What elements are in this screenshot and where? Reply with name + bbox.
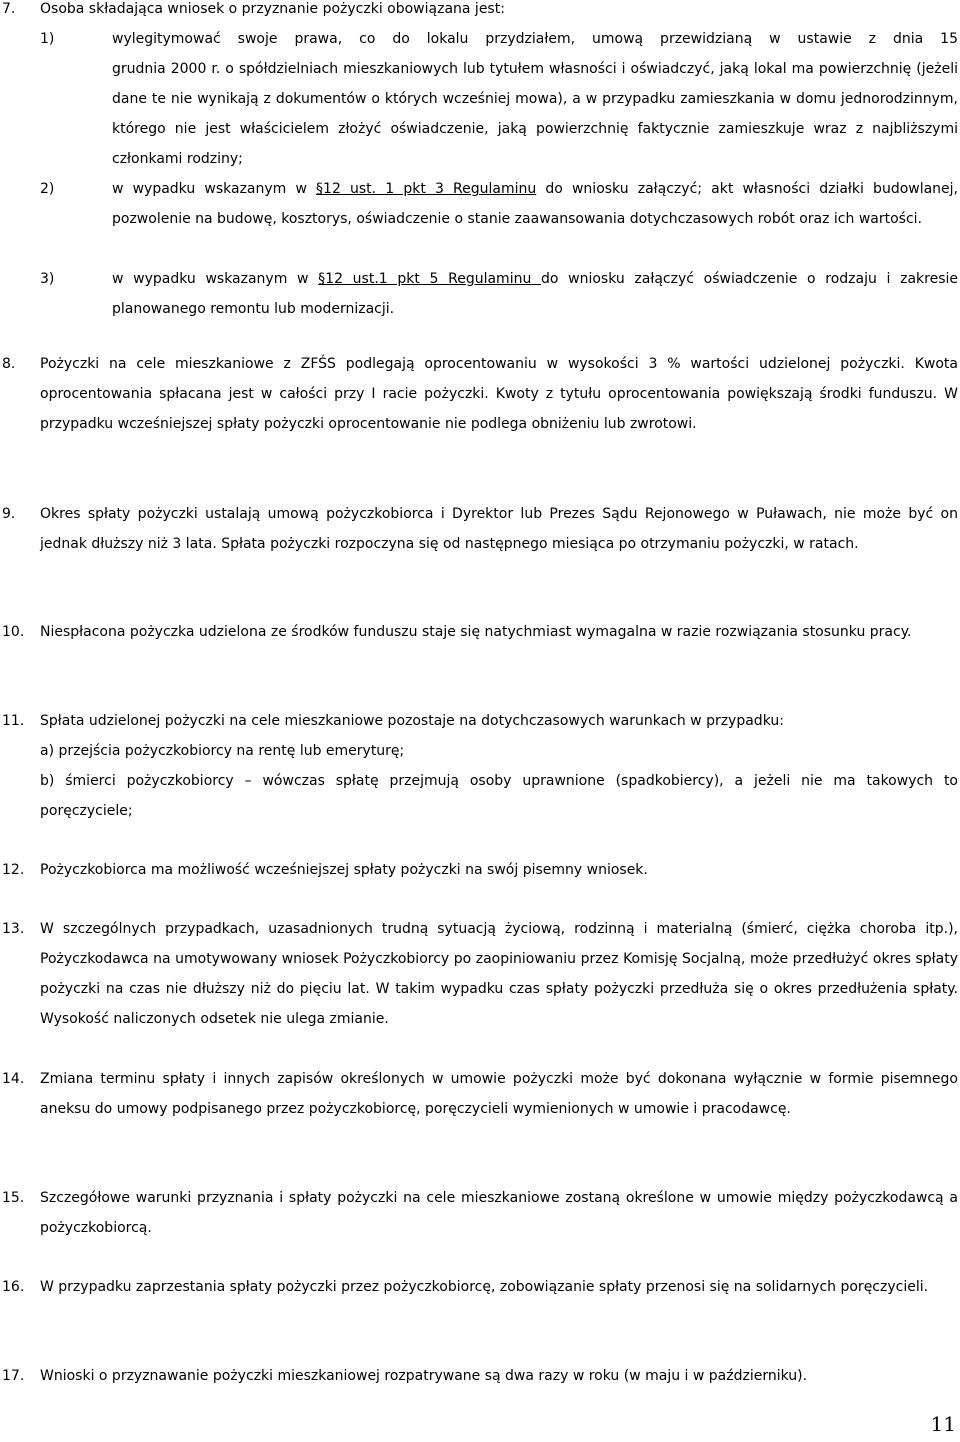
subitem-text-post: do wniosku załączyć oświadczenie o rodzaju i zakresie planowanego remontu lub modernizacji. — [112, 271, 959, 317]
subitem-text — [112, 174, 958, 234]
item-text: Osoba składająca wniosek o przyznanie pożyczki obowiązana jest: — [40, 1, 505, 17]
item-text: Pożyczki na cele mieszkaniowe z ZFŚS podlegają oprocentowaniu w wysokości 3 % wartości udzielonej pożyczki. Kwota oprocentowania spłacana jest w całości przy I racie pożyczki. Kwoty z tytułu oprocentowania powiększają środki funduszu. W przypadku wcześniejszej spłaty pożyczki oprocentowanie nie podlega obniżeniu lub zwrotowi. — [40, 356, 958, 432]
item-number: 15. — [2, 1190, 25, 1206]
item-text: Niespłacona pożyczka udzielona ze środków funduszu staje się natychmiast wymagalna w razie rozwiązania stosunku pracy. — [40, 624, 912, 640]
item-number: 17. — [2, 1368, 25, 1384]
item-number: 16. — [2, 1279, 25, 1295]
item-text: Spłata udzielonej pożyczki na cele mieszkaniowe pozostaje na dotychczasowych warunkach w przypadku: — [40, 713, 784, 729]
page-number: 11 — [930, 1412, 956, 1436]
item-number: 14. — [2, 1071, 25, 1087]
regulation-link[interactable]: §12 ust.1 pkt 5 Regulaminu — [318, 271, 542, 287]
item-line-b: b) śmierci pożyczkobiorcy – wówczas spłatę przejmują osoby uprawnione (spadkobiercy), a jeżeli nie ma takowych to poręczyciele; — [40, 773, 958, 819]
item-text: Okres spłaty pożyczki ustalają umową pożyczkobiorca i Dyrektor lub Prezes Sądu Rejonowego w Puławach, nie może być on jednak dłuższy niż 3 lata. Spłata pożyczki rozpoczyna się od następnego miesiąca po otrzymaniu pożyczki, w ratach. — [40, 506, 958, 552]
subitem-text-rest: grudnia 2000 r. o spółdzielniach mieszkaniowych lub tytułem własności i oświadczyć, jaką lokal ma powierzchnię (jeżeli dane te nie wynikają z dokumentów o których wcześniej mowa), a w przypadku zamieszkania w domu jednorodzinnym, którego nie jest właścicielem złożyć oświadczenie, jaką powierzchnię faktycznie zamieszkuje wraz z najbliższymi członkami rodziny; — [112, 61, 958, 167]
subitem-number: 2) — [40, 181, 55, 197]
item-number: 12. — [2, 862, 25, 878]
item-number: 7. — [2, 1, 16, 17]
subitem-text — [112, 264, 958, 324]
item-text: Szczegółowe warunki przyznania i spłaty pożyczki na cele mieszkaniowe zostaną określone w umowie między pożyczkodawcą a pożyczkobiorcą. — [40, 1190, 958, 1236]
subitem-text-lead: wylegitymować swoje prawa, co do lokalu przydziałem, umową przewidzianą w ustawie z dnia 15 — [112, 31, 958, 47]
item-number: 10. — [2, 624, 25, 640]
item-text: W szczególnych przypadkach, uzasadnionych trudną sytuacją życiową, rodzinną i materialną (śmierć, ciężka choroba itp.), Pożyczkodawca na umotywowany wniosek Pożyczkobiorcy po zaopiniowaniu przez Komisję Socjalną, może przedłużyć okres spłaty pożyczki na czas nie dłuższy niż do pięciu lat. W takim wypadku czas spłaty pożyczki przedłuża się o okres przedłużenia spłaty. Wysokość naliczonych odsetek nie ulega zmianie. — [40, 921, 958, 1027]
subitem-text-pre: w wypadku wskazanym w — [112, 181, 317, 197]
item-text: Pożyczkobiorca ma możliwość wcześniejszej spłaty pożyczki na swój pisemny wniosek. — [40, 862, 648, 878]
item-number: 11. — [2, 713, 25, 729]
subitem-number: 1) — [40, 31, 55, 47]
item-text: W przypadku zaprzestania spłaty pożyczki przez pożyczkobiorcę, zobowiązanie spłaty przenosi się na solidarnych poręczycieli. — [40, 1279, 929, 1295]
item-line-a: a) przejścia pożyczkobiorcy na rentę lub emeryturę; — [40, 743, 405, 759]
item-number: 8. — [2, 356, 16, 372]
item-number: 13. — [2, 921, 25, 937]
subitem-text-post: do wniosku załączyć; akt własności działki budowlanej, pozwolenie na budowę, kosztorys, oświadczenie o stanie zaawansowania dotychczasowych robót oraz ich wartości. — [112, 181, 959, 227]
subitem-number: 3) — [40, 271, 55, 287]
item-number: 9. — [2, 506, 16, 522]
subitem-text-pre: w wypadku wskazanym w — [112, 271, 319, 287]
item-text: Wnioski o przyznawanie pożyczki mieszkaniowej rozpatrywane są dwa razy w roku (w maju i w październiku). — [40, 1368, 808, 1384]
regulation-link[interactable]: §12 ust. 1 pkt 3 Regulaminu — [316, 181, 537, 197]
item-text: Zmiana terminu spłaty i innych zapisów określonych w umowie pożyczki może być dokonana wyłącznie w formie pisemnego aneksu do umowy podpisanego przez pożyczkobiorcę, poręczycieli wymienionych w umowie i pracodawcę. — [40, 1071, 958, 1117]
